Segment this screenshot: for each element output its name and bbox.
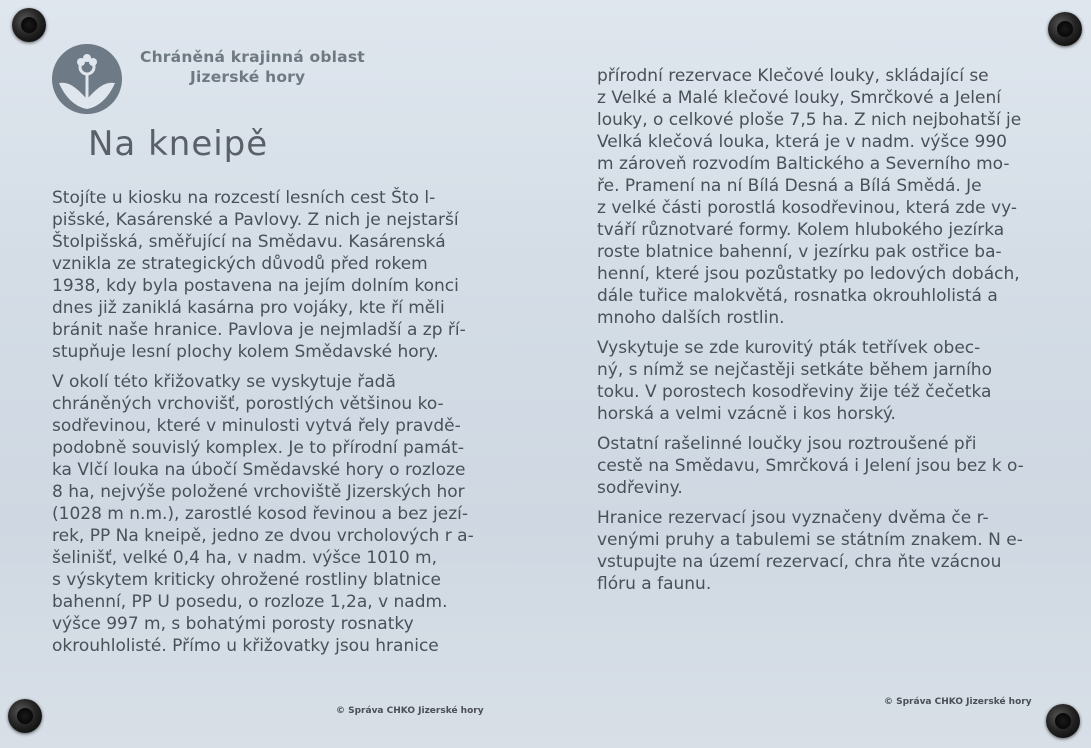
text-line: Štolpišská, směřující na Smědavu. Kasárenská (52, 232, 446, 252)
text-line: rek, PP Na kneipě, jedno ze dvou vrcholových r a- (52, 526, 474, 546)
text-line: Ostatní rašelinné loučky jsou roztroušené při (597, 434, 977, 454)
credit-right: © Správa CHKO Jizerské hory (884, 697, 1032, 707)
paragraph-gap (597, 499, 1024, 507)
text-line: šelinišť, velké 0,4 ha, v nadm. výšce 1010 m, (52, 548, 438, 568)
text-line: vznikla ze strategických důvodů před rokem (52, 254, 428, 274)
left-column-text (52, 187, 474, 657)
text-line: ka Vlčí louka na úbočí Smědavské hory o rozloze (52, 460, 466, 480)
text-line: chráněných vrchovišť, porostlých většinou ko- (52, 394, 444, 414)
org-line-2: Jizerské hory (190, 68, 306, 86)
text-line: m zároveň rozvodím Baltického a Severního mo- (597, 154, 1010, 174)
organization-name (140, 47, 365, 87)
paragraph-gap (597, 425, 1024, 433)
text-line: flóru a faunu. (597, 574, 712, 594)
page-title: Na kneipě (88, 124, 269, 164)
paragraph-gap (52, 363, 474, 371)
text-line: 8 ha, nejvýše položené vrchoviště Jizerských hor (52, 482, 465, 502)
text-line: z Velké a Malé klečové louky, Smrčkové a Jelení (597, 88, 1001, 108)
org-line-1: Chráněná krajinná oblast (140, 48, 365, 66)
text-line: sodřeviny. (597, 478, 683, 498)
credit-left: © Správa CHKO Jizerské hory (336, 706, 484, 716)
text-line: bránit naše hranice. Pavlova je nejmladší a zp ří- (52, 320, 466, 340)
text-line: přírodní rezervace Klečové louky, skládající se (597, 66, 989, 86)
text-line: toku. V porostech kosodřeviny žije též čečetka (597, 382, 992, 402)
chko-logo-icon (51, 43, 123, 115)
text-line: dále tuřice malokvětá, rosnatka okrouhlolistá a (597, 286, 998, 306)
text-line: henní, které jsou pozůstatky po ledových dobách, (597, 264, 1020, 284)
right-column-text (597, 65, 1024, 595)
text-line: Stojíte u kiosku na rozcestí lesních cest Što l- (52, 188, 436, 208)
text-line: okrouhlolisté. Přímo u křižovatky jsou hranice (52, 636, 439, 656)
text-line: bahenní, PP U posedu, o rozloze 1,2a, v nadm. (52, 592, 448, 612)
text-line: V okolí této křižovatky se vyskytuje řadă (52, 372, 396, 392)
text-line: venými pruhy a tabulemi se státním znakem. N e- (597, 530, 1023, 550)
text-line: stupňuje lesní plochy kolem Smědavské hory. (52, 342, 439, 362)
text-line: z velké části porostlá kosodřevinou, která zde vy- (597, 198, 1017, 218)
text-line: tváří různotvaré formy. Kolem hlubokého jezírka (597, 220, 1005, 240)
text-line: dnes již zaniklá kasárna pro vojáky, kte ří měli (52, 298, 445, 318)
text-line: louky, o celkové ploše 7,5 ha. Z nich nejbohatší je (597, 110, 1022, 130)
text-line: sodřevinou, které v minulosti vytvá řely pravdě- (52, 416, 461, 436)
text-line: ře. Pramení na ní Bílá Desná a Bílá Smědá. Je (597, 176, 982, 196)
text-line: 1938, kdy byla postavena na jejím dolním konci (52, 276, 459, 296)
paragraph-gap (597, 329, 1024, 337)
screw-top-left (12, 8, 46, 42)
text-line: podobně souvislý komplex. Je to přírodní památ- (52, 438, 464, 458)
text-line: vstupujte na území rezervací, chra ňte vzácnou (597, 552, 1002, 572)
text-line: Velká klečová louka, která je v nadm. výšce 990 (597, 132, 1008, 152)
text-line: Vyskytuje se zde kurovitý pták tetřívek obec- (597, 338, 981, 358)
screw-bottom-left (8, 699, 42, 733)
text-line: cestě na Smědavu, Smrčková i Jelení jsou bez k o- (597, 456, 1024, 476)
screw-bottom-right (1046, 704, 1080, 738)
screw-top-right (1048, 12, 1082, 46)
text-line: roste blatnice bahenní, v jezírku pak ostřice ba- (597, 242, 1002, 262)
text-line: výšce 997 m, s bohatými porosty rosnatky (52, 614, 414, 634)
text-line: pišské, Kasárenské a Pavlovy. Z nich je nejstarší (52, 210, 459, 230)
text-line: (1028 m n.m.), zarostlé kosod řevinou a bez jezí- (52, 504, 468, 524)
text-line: ný, s nímž se nejčastěji setkáte během jarního (597, 360, 992, 380)
text-line: horská a velmi vzácně i kos horský. (597, 404, 896, 424)
text-line: s výskytem kriticky ohrožené rostliny blatnice (52, 570, 441, 590)
text-line: mnoho dalších rostlin. (597, 308, 785, 328)
text-line: Hranice rezervací jsou vyznačeny dvěma če r- (597, 508, 989, 528)
